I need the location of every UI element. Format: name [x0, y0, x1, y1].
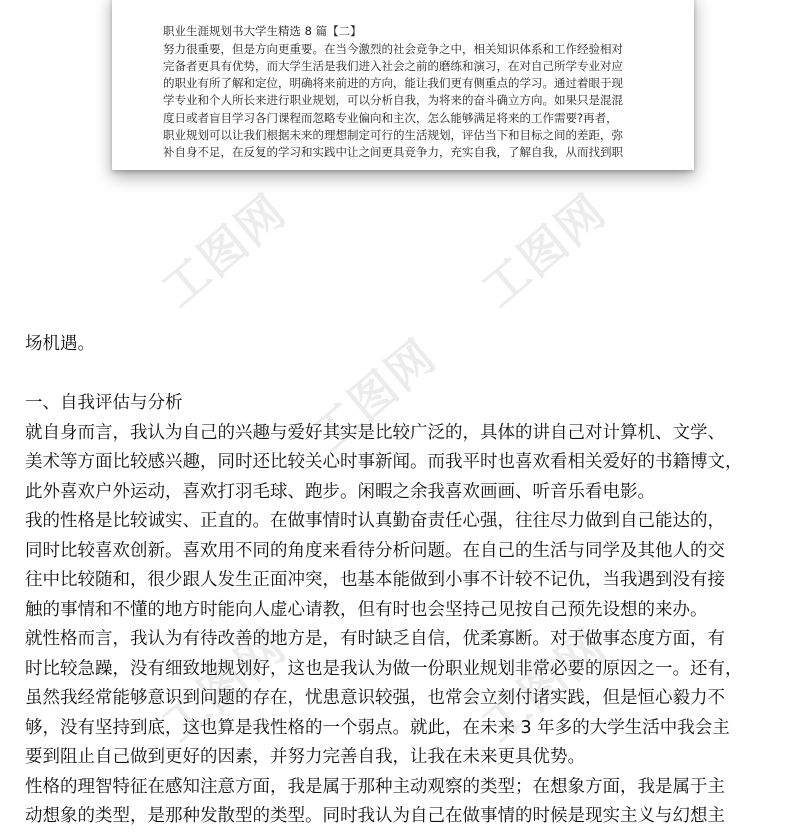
body-line: 触的事情和不懂的地方时能向人虚心请教，但有时也会坚持己见按自己预先设想的来办。 [25, 599, 708, 620]
body-line: 动想象的类型，是那种发散型的类型。同时我认为自己在做事情的时候是现实主义与幻想主 [25, 806, 725, 826]
card-section-title: 职业生涯规划书大学生精选 8 篇【二】 [163, 24, 362, 39]
body-line: 性格的理智特征在感知注意方面，我是属于那种主动观察的类型；在想象方面，我是属于主 [25, 776, 725, 797]
body-line: 我的性格是比较诚实、正直的。在做事情时认真勤奋责任心强，往往尽力做到自己能达的， [25, 511, 725, 531]
card-text [163, 0, 663, 162]
watermark: 工图网 [471, 618, 617, 753]
body-line: 虽然我经常能够意识到问题的存在，忧患意识较强，也常会立刻付诸实践，但是恒心毅力不 [25, 688, 725, 708]
card-line: 的职业有所了解和定位，明确将来前进的方向，能让我们更有侧重点的学习。通过着眼于现 [163, 76, 623, 91]
body-line: 够，没有坚持到底，这也算是我性格的一个弱点。就此，在未来 3 年多的大学生活中我会主 [25, 717, 730, 738]
card-line: 完备者更具有优势，而大学生活是我们进入社会之前的磨练和演习，在对自己所学专业对应 [163, 58, 623, 73]
body-line: 要到阻止自己做到更好的因素，并努力完善自我，让我在未来更具优势。 [25, 747, 585, 767]
body-line: 往中比较随和，很少跟人发生正面冲突，也基本能做到小事不计较不记仇，当我遇到没有接 [25, 570, 725, 590]
body-line: 此外喜欢户外运动，喜欢打羽毛球、跑步。闲暇之余我喜欢画画、听音乐看电影。 [25, 481, 655, 502]
body-line: 就自身而言，我认为自己的兴趣与爱好其实是比较广泛的，具体的讲自己对计算机、文学、 [25, 422, 725, 443]
body-line: 同时比较喜欢创新。喜欢用不同的角度来看待分析问题。在自己的生活与同学及其他人的交 [25, 540, 725, 561]
watermark: 工图网 [151, 618, 297, 753]
card-line: 职业规划可以让我们根据未来的理想制定可行的生活规划，评估当下和目标之间的差距，弥 [163, 128, 623, 143]
body-line: 美术等方面比较感兴趣，同时还比较关心时事新闻。而我平时也喜欢看相关爱好的书籍博文， [25, 452, 743, 472]
body-line: 时比较急躁，没有细致地规划好，这也是我认为做一份职业规划非常必要的原因之一。还有， [25, 658, 743, 679]
watermark: 工图网 [301, 328, 447, 463]
section-heading: 一、自我评估与分析 [25, 393, 183, 413]
card-line: 努力很重要，但是方向更重要。在当今激烈的社会竞争之中，相关知识体系和工作经验相对 [163, 41, 623, 56]
lead-line: 场机遇。 [25, 334, 95, 354]
card-line: 度日或者盲目学习各门课程而忽略专业偏向和主次，怎么能够满足将来的工作需要?再者， [163, 110, 618, 125]
card-line: 补自身不足，在反复的学习和实践中让之间更具竞争力，充实自我，了解自我，从而找到职 [163, 145, 623, 160]
blank-line [25, 360, 777, 390]
watermark: 工图网 [471, 183, 617, 318]
body-line: 就性格而言，我认为有待改善的地方是，有时缺乏自信，优柔寡断。对于做事态度方面，有 [25, 629, 725, 649]
watermark: 工图网 [151, 183, 297, 318]
document-preview-card [112, 0, 694, 170]
document-body [25, 330, 777, 832]
card-line: 学专业和个人所长来进行职业规划，可以分析自我，为将来的奋斗确立方向。如果只是混混 [163, 93, 623, 108]
